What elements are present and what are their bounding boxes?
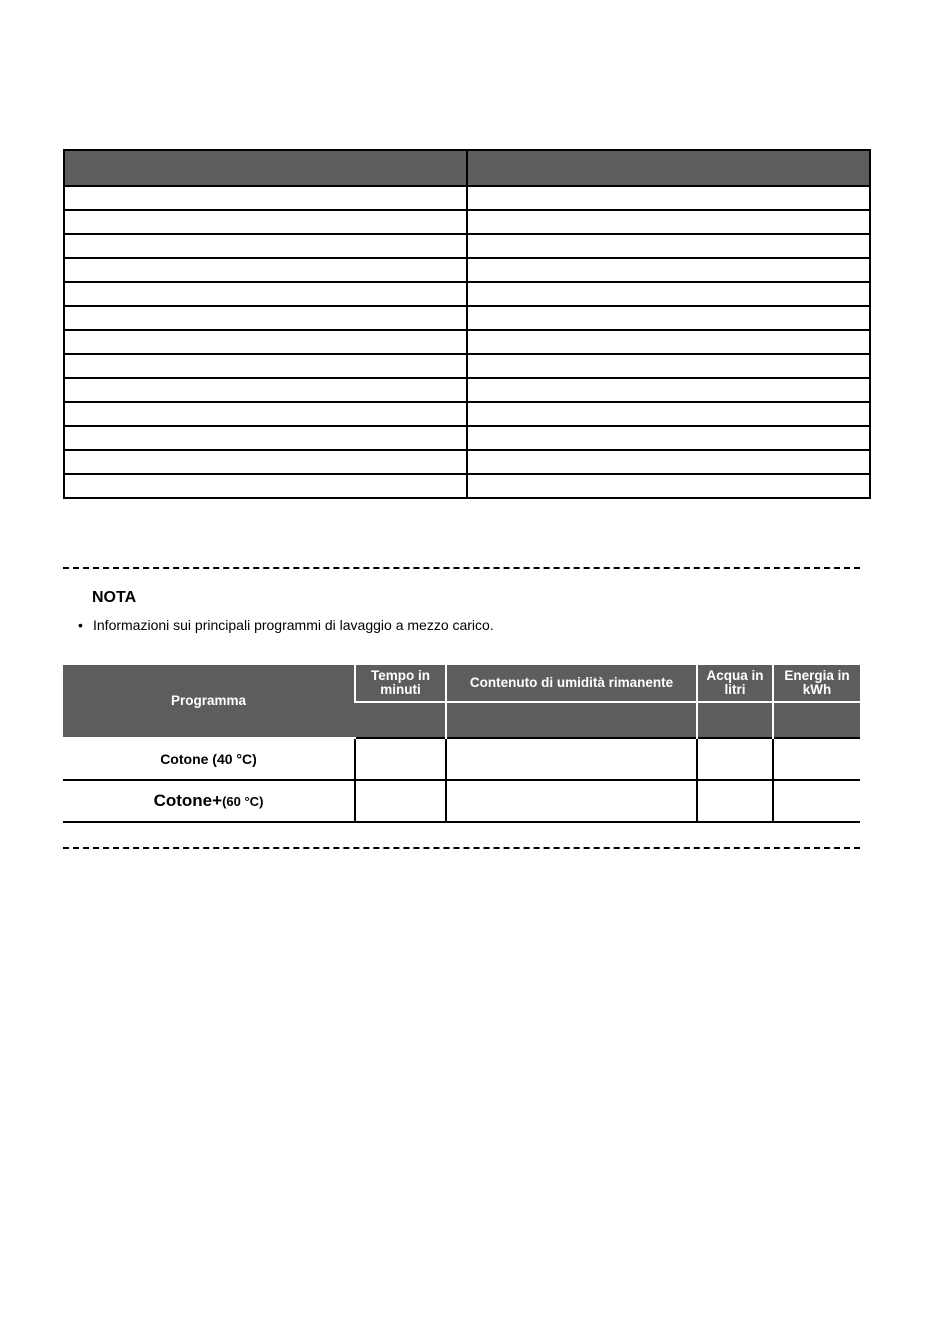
table-row xyxy=(63,780,860,822)
program-name: Cotone (40 °C) xyxy=(63,738,355,780)
header-programma: Programma xyxy=(63,665,355,738)
program-table xyxy=(63,665,860,823)
table-row xyxy=(63,738,860,780)
table-row xyxy=(64,474,870,498)
note-line xyxy=(78,617,494,633)
program-table-header xyxy=(63,665,860,702)
table-row xyxy=(64,282,870,306)
spec-table xyxy=(63,149,871,499)
table-row xyxy=(64,306,870,330)
table-row xyxy=(64,450,870,474)
dashed-divider-bottom xyxy=(63,847,860,849)
table-row xyxy=(64,378,870,402)
subheader-cell xyxy=(773,702,860,738)
table-row xyxy=(64,426,870,450)
table-row xyxy=(64,210,870,234)
table-row xyxy=(64,234,870,258)
bullet-icon: • xyxy=(78,617,83,633)
spec-header-cell xyxy=(467,150,870,186)
table-row xyxy=(64,402,870,426)
note-text: Informazioni sui principali programmi di lavaggio a mezzo carico. xyxy=(93,617,494,633)
spec-header-cell xyxy=(64,150,467,186)
program-name-suffix: (60 °C) xyxy=(222,794,264,809)
note-title: NOTA xyxy=(92,589,137,606)
header-umidita: Contenuto di umidità rimanente xyxy=(446,665,697,702)
dashed-divider-top xyxy=(63,567,860,569)
program-name xyxy=(63,780,355,822)
header-acqua: Acqua in litri xyxy=(697,665,773,702)
table-row xyxy=(64,330,870,354)
table-row xyxy=(64,186,870,210)
spec-table-header xyxy=(64,150,870,186)
header-tempo: Tempo in minuti xyxy=(355,665,446,702)
header-energia: Energia in kWh xyxy=(773,665,860,702)
table-row xyxy=(64,354,870,378)
program-name-main: Cotone+ xyxy=(153,791,223,810)
subheader-cell xyxy=(355,702,446,738)
table-row xyxy=(64,258,870,282)
subheader-cell xyxy=(446,702,697,738)
subheader-cell xyxy=(697,702,773,738)
